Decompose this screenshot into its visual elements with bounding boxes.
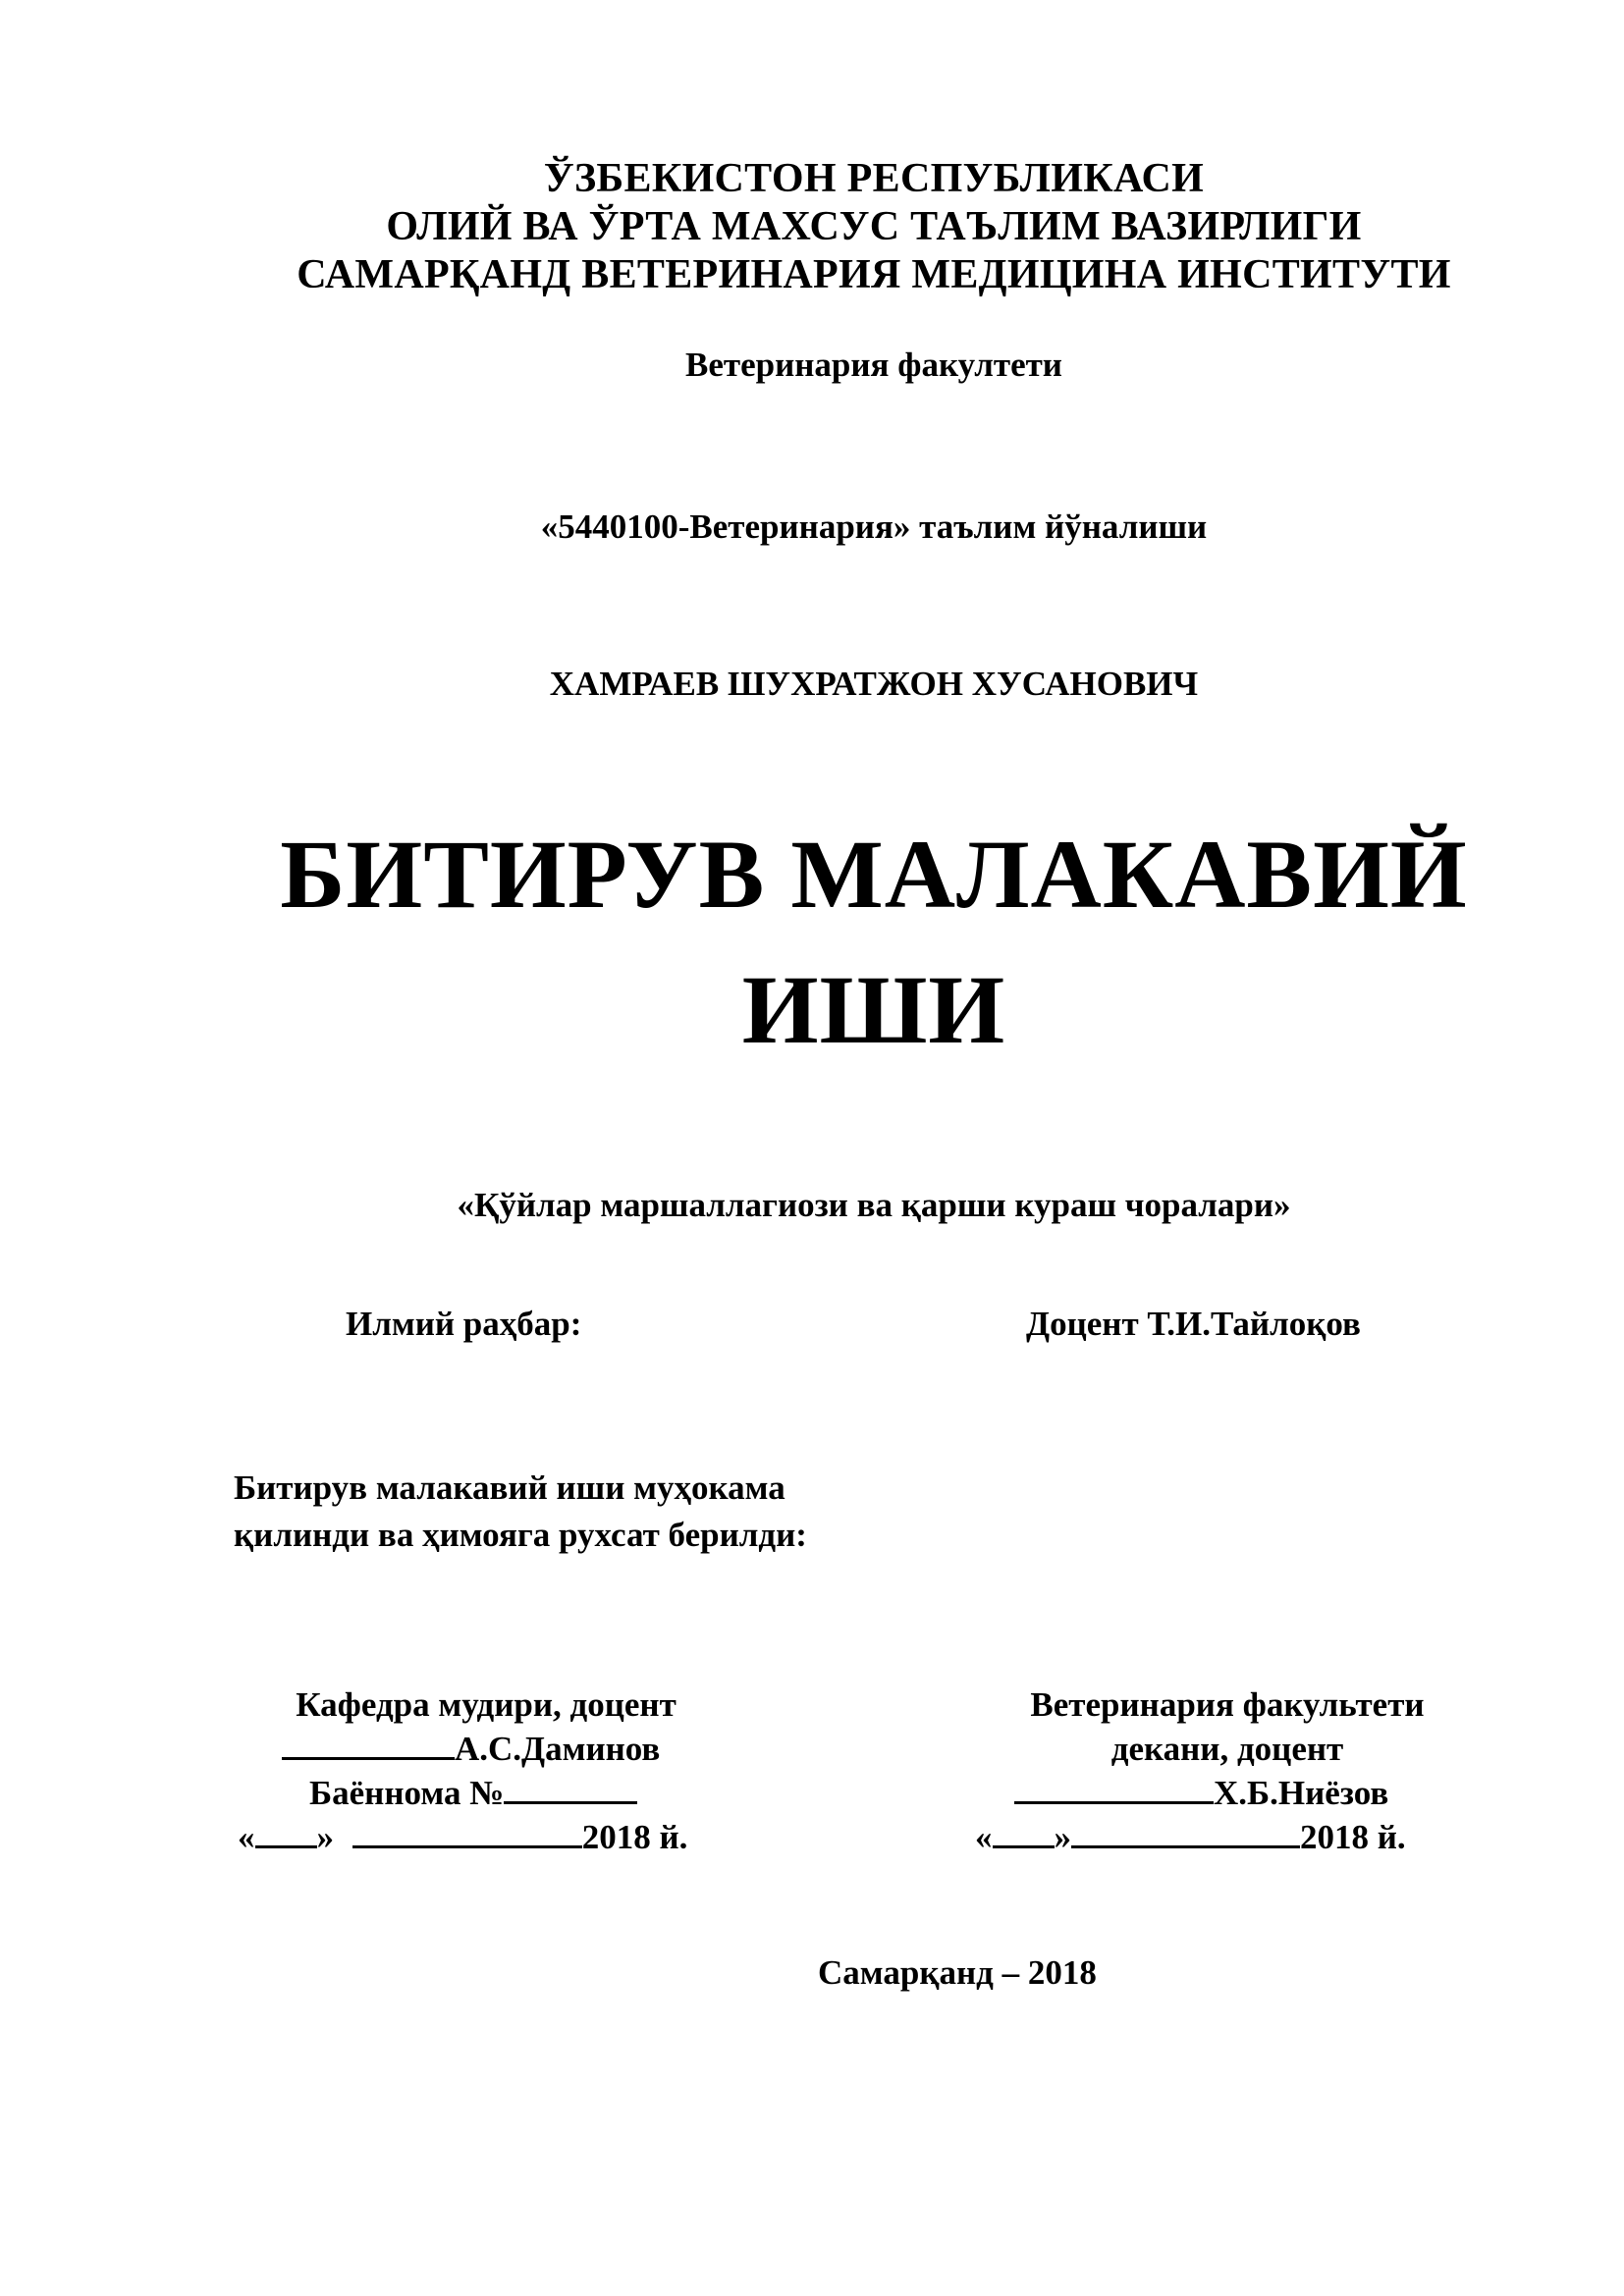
left-protocol-row (236, 1771, 736, 1815)
month-blank (1071, 1816, 1300, 1848)
quote-open: « (975, 1818, 993, 1856)
city-year-footer: Самарқанд – 2018 (818, 1953, 1097, 1992)
right-signature-title1: Ветеринария факультети (1030, 1685, 1425, 1724)
header-institute: САМАРҚАНД ВЕТЕРИНАРИЯ МЕДИЦИНА ИНСТИТУТИ (297, 252, 1451, 297)
left-signature-name: А.С.Даминов (455, 1730, 661, 1768)
supervisor-label: Илмий раҳбар: (346, 1305, 582, 1343)
right-year: 2018 й. (1300, 1818, 1406, 1856)
header-country: ЎЗБЕКИСТОН РЕСПУБЛИКАСИ (543, 156, 1205, 201)
quote-open: « (238, 1818, 255, 1856)
left-signature-block (236, 1682, 736, 1859)
approval-line1: Битирув малакавий иши муҳокама (234, 1468, 785, 1507)
day-blank (993, 1816, 1055, 1848)
right-signature-name-row (972, 1771, 1483, 1815)
signature-blank (1014, 1772, 1214, 1804)
approval-note (234, 1465, 807, 1559)
left-date-row (236, 1815, 736, 1859)
protocol-number-blank (504, 1772, 637, 1804)
thesis-topic: «Қўйлар маршаллагиози ва қарши кураш чоралари» (457, 1186, 1291, 1224)
specialty-line: «5440100-Ветеринария» таълим йўналиши (540, 507, 1208, 546)
right-signature-name: Х.Б.Ниёзов (1214, 1774, 1389, 1812)
protocol-label: Баённома № (309, 1774, 505, 1812)
institution-header (0, 155, 1624, 299)
work-title (0, 807, 1624, 1078)
day-blank (255, 1816, 317, 1848)
work-title-line2: ИШИ (741, 955, 1006, 1064)
signature-blank (282, 1728, 455, 1760)
left-signature-title: Кафедра мудири, доцент (296, 1685, 677, 1724)
left-signature-name-row (236, 1727, 736, 1771)
right-signature-block (972, 1682, 1483, 1859)
faculty-name: Ветеринария факултети (685, 346, 1062, 384)
left-year: 2018 й. (581, 1818, 688, 1856)
quote-close: » (316, 1818, 334, 1856)
author-name: ХАМРАЕВ ШУХРАТЖОН ХУСАНОВИЧ (549, 665, 1199, 703)
right-signature-title2: декани, доцент (1110, 1730, 1344, 1768)
month-blank (352, 1816, 582, 1848)
right-date-row (972, 1815, 1483, 1859)
supervisor-name: Доцент Т.И.Тайлоқов (1026, 1305, 1361, 1343)
header-ministry: ОЛИЙ ВА ЎРТА МАХСУС ТАЪЛИМ ВАЗИРЛИГИ (386, 204, 1362, 249)
quote-close: » (1054, 1818, 1071, 1856)
work-title-line1: БИТИРУВ МАЛАКАВИЙ (280, 820, 1468, 929)
approval-line2: қилинди ва ҳимояга рухсат берилди: (234, 1516, 807, 1554)
